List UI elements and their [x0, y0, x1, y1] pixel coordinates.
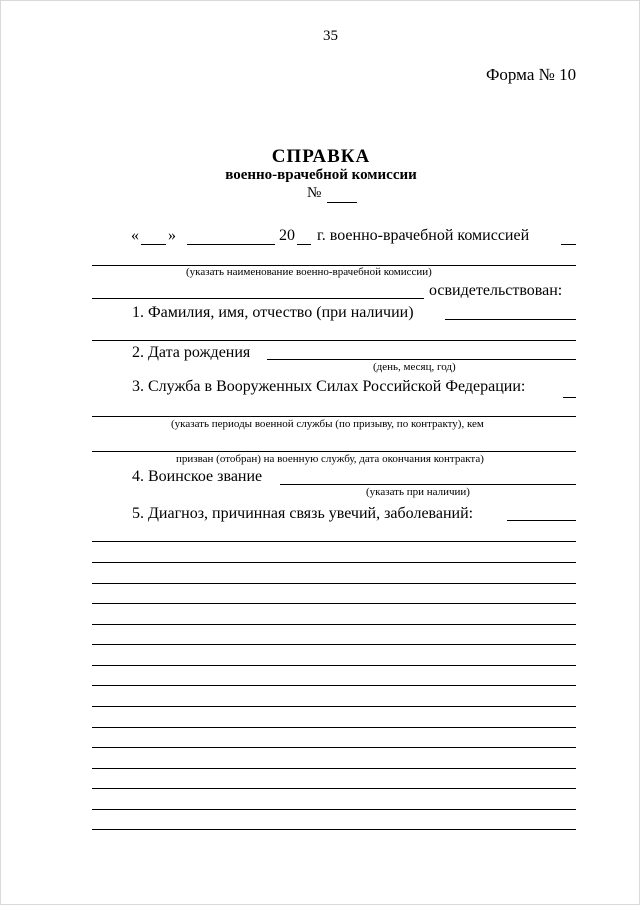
diagnosis-line: [92, 768, 576, 769]
diagnosis-line: [92, 541, 576, 542]
service-blank: [563, 397, 576, 398]
diagnosis-line: [92, 603, 576, 604]
diagnosis-line: [92, 829, 576, 830]
diagnosis-line: [92, 706, 576, 707]
service-line-2: [92, 451, 576, 452]
form-label: Форма № 10: [486, 65, 577, 84]
item-diagnosis-label: 5. Диагноз, причинная связь увечий, заболеваний:: [132, 505, 474, 522]
document-subtitle: военно-врачебной комиссии: [225, 167, 417, 183]
diagnosis-line: [92, 644, 576, 645]
service-line-1: [92, 416, 576, 417]
birth-date-blank: [267, 359, 576, 360]
day-blank: [141, 244, 166, 245]
commission-blank-start: [561, 244, 576, 245]
document-title: СПРАВКА: [271, 146, 371, 167]
year-suffix: г. военно-врачебной комиссией: [317, 227, 530, 244]
item-full-name-label: 1. Фамилия, имя, отчество (при наличии): [132, 304, 414, 321]
service-hint-2: призван (отобран) на военную службу, дата окончания контракта): [176, 453, 484, 465]
item-service-label: 3. Служба в Вооруженных Силах Российской Федерации:: [132, 378, 526, 395]
number-blank: [327, 202, 357, 203]
diagnosis-line: [92, 788, 576, 789]
month-blank: [187, 244, 275, 245]
year-blank: [297, 244, 311, 245]
date-open-quote: «: [131, 227, 139, 244]
diagnosis-blank: [507, 520, 576, 521]
diagnosis-line: [92, 685, 576, 686]
diagnosis-line: [92, 562, 576, 563]
commission-hint: (указать наименование военно-врачебной комиссии): [186, 266, 432, 278]
diagnosis-line: [92, 809, 576, 810]
rank-hint: (указать при наличии): [366, 486, 470, 498]
diagnosis-line: [92, 727, 576, 728]
full-name-line: [92, 340, 576, 341]
diagnosis-line: [92, 747, 576, 748]
date-close-quote: »: [168, 227, 176, 244]
number-prefix: №: [307, 185, 322, 201]
item-rank-label: 4. Воинское звание: [132, 468, 263, 485]
full-name-blank: [445, 319, 576, 320]
examined-label: освидетельствован:: [429, 282, 563, 299]
item-birth-date-label: 2. Дата рождения: [132, 344, 251, 361]
examined-name-line: [92, 298, 424, 299]
diagnosis-line: [92, 583, 576, 584]
service-hint-1: (указать периоды военной службы (по призыву, по контракту), кем: [171, 418, 484, 430]
year-prefix: 20: [279, 227, 295, 244]
diagnosis-line: [92, 624, 576, 625]
birth-date-hint: (день, месяц, год): [373, 361, 456, 373]
diagnosis-line: [92, 665, 576, 666]
page-number: 35: [323, 28, 338, 44]
rank-blank: [280, 484, 576, 485]
